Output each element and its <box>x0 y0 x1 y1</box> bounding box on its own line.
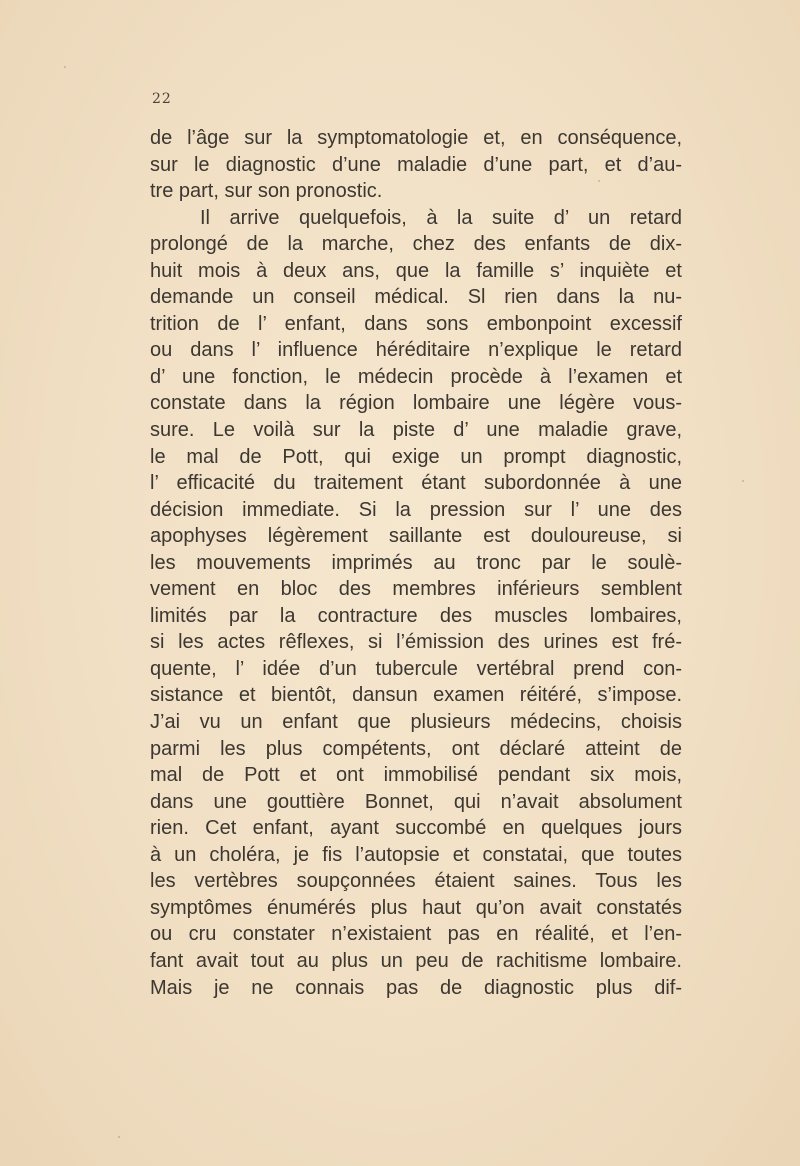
text-line: décision immediate. Si la pression sur l’ une des <box>150 498 682 521</box>
text-line: vement en bloc des membres inférieurs semblent <box>150 578 682 601</box>
text-line: le mal de Pott, qui exige un prompt diagnostic, <box>150 445 682 468</box>
text-line: limités par la contracture des muscles lombaires, <box>150 604 682 627</box>
text-line: quente, l’ idée d’un tubercule vertébral prend con- <box>150 657 682 680</box>
text-line: les mouvements imprimés au tronc par le soulè- <box>150 551 682 574</box>
text-line: demande un conseil médical. Sl rien dans la nu- <box>150 286 682 309</box>
text-line: huit mois à deux ans, que la famille s’ inquiète et <box>150 259 682 282</box>
text-line: apophyses légèrement saillante est douloureuse, si <box>150 525 682 548</box>
text-line: symptômes énumérés plus haut qu’on avait constatés <box>150 896 682 919</box>
text-line: sure. Le voilà sur la piste d’ une maladie grave, <box>150 419 682 442</box>
paper-speck <box>64 66 66 68</box>
text-line: constate dans la région lombaire une légère vous- <box>150 392 682 415</box>
text-line: Il arrive quelquefois, à la suite d’ un retard <box>200 206 682 229</box>
text-line: dans une gouttière Bonnet, qui n’avait absolument <box>150 790 682 813</box>
text-line: mal de Pott et ont immobilisé pendant six mois, <box>150 764 682 787</box>
text-line: de l’âge sur la symptomatologie et, en conséquence, <box>150 127 682 149</box>
text-line: ou dans l’ influence héréditaire n’explique le retard <box>150 339 682 362</box>
text-line: l’ efficacité du traitement étant subordonnée à une <box>150 472 682 495</box>
text-line: sistance et bientôt, dansun examen réitéré, s’impose. <box>150 684 682 707</box>
text-line: à un choléra, je fis l’autopsie et constatai, que toutes <box>150 843 682 866</box>
body-text <box>150 125 682 1001</box>
paper-speck <box>118 1136 120 1138</box>
text-line: rien. Cet enfant, ayant succombé en quelques jours <box>150 817 682 840</box>
text-line: les vertèbres soupçonnées étaient saines. Tous les <box>150 870 682 893</box>
text-line: tre part, sur son pronostic. <box>150 180 383 203</box>
text-line: sur le diagnostic d’une maladie d’une part, et d’au- <box>150 153 682 176</box>
paper-speck <box>598 180 600 182</box>
text-line: si les actes rêflexes, si l’émission des urines est fré- <box>150 631 682 654</box>
paper-speck <box>742 480 744 482</box>
text-line: prolongé de la marche, chez des enfants de dix- <box>150 233 682 256</box>
text-line: d’ une fonction, le médecin procède à l’examen et <box>150 365 682 388</box>
page-number: 22 <box>152 91 172 107</box>
text-line: Mais je ne connais pas de diagnostic plus dif- <box>150 976 682 999</box>
text-line: trition de l’ enfant, dans sons embonpoint excessif <box>150 312 682 335</box>
text-line: J’ai vu un enfant que plusieurs médecins, choisis <box>150 711 682 734</box>
text-line: ou cru constater n’existaient pas en réalité, et l’en- <box>150 923 682 946</box>
text-line: fant avait tout au plus un peu de rachitisme lombaire. <box>150 949 682 972</box>
text-line: parmi les plus compétents, ont déclaré atteint de <box>150 737 682 760</box>
